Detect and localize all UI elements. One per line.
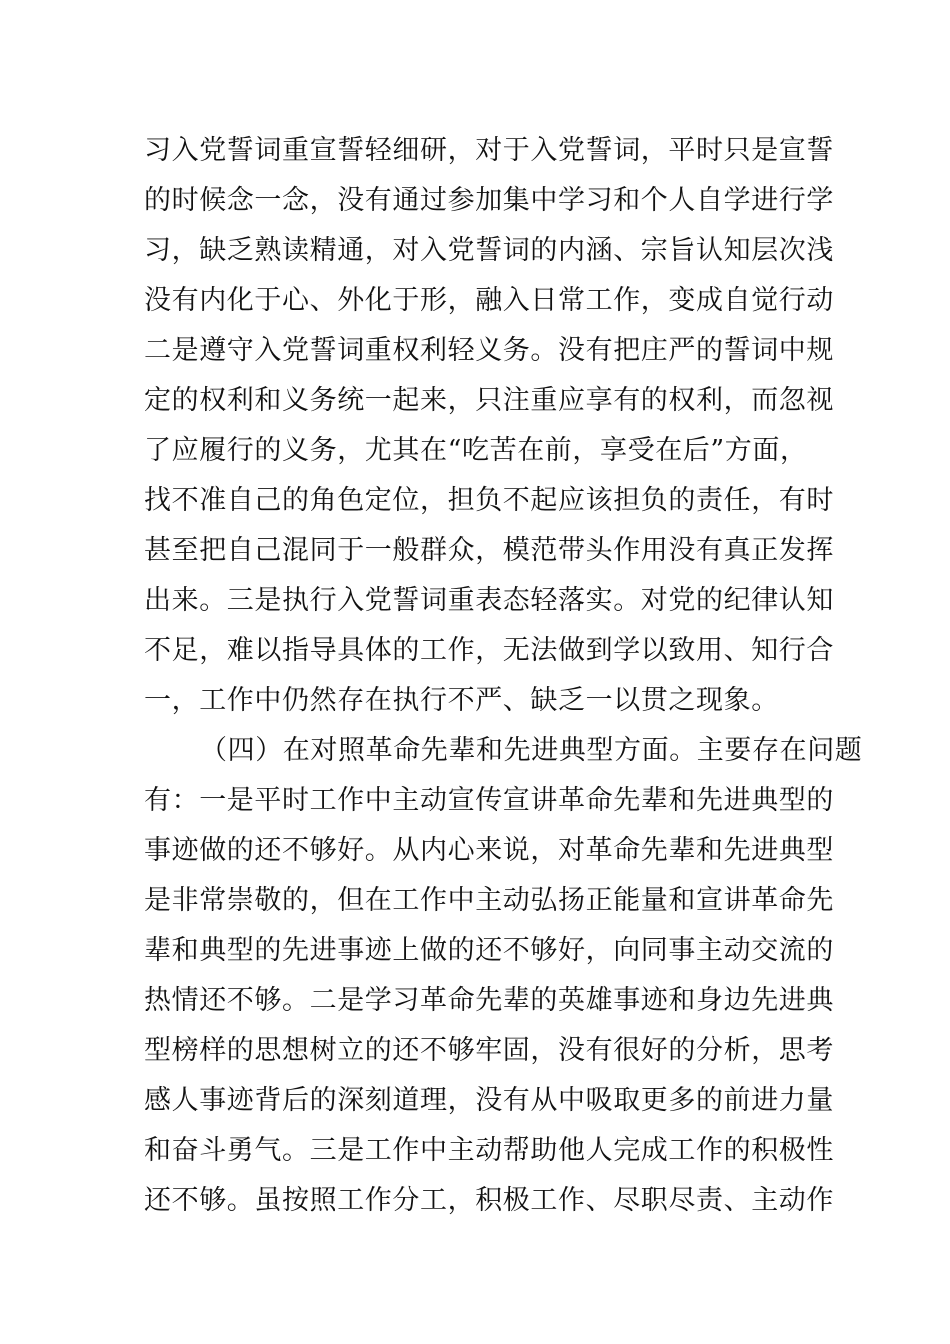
- text-line: 还不够。虽按照工作分工，积极工作、尽职尽责、主动作: [144, 1185, 834, 1216]
- text-line: 是非常崇敬的，但在工作中主动弘扬正能量和宣讲革命先: [144, 885, 834, 916]
- text-line: 热情还不够。二是学习革命先辈的英雄事迹和身边先进典: [144, 985, 834, 1016]
- text-line: 甚至把自己混同于一般群众，模范带头作用没有真正发挥: [144, 535, 834, 566]
- text-line: 二是遵守入党誓词重权利轻义务。没有把庄严的誓词中规: [144, 335, 834, 366]
- text-line: 辈和典型的先进事迹上做的还不够好，向同事主动交流的: [144, 935, 834, 966]
- text-line: 没有内化于心、外化于形，融入日常工作，变成自觉行动: [144, 285, 834, 316]
- section-heading-line: （四）在对照革命先辈和先进典型方面。主要存在问题: [200, 735, 863, 766]
- text-line: 型榜样的思想树立的还不够牢固，没有很好的分析，思考: [144, 1035, 834, 1066]
- text-line: 了应履行的义务，尤其在“吃苦在前，享受在后”方面，: [144, 435, 808, 466]
- body-text: [144, 126, 863, 1226]
- text-line: 出来。三是执行入党誓词重表态轻落实。对党的纪律认知: [144, 585, 834, 616]
- text-line: 习，缺乏熟读精通，对入党誓词的内涵、宗旨认知层次浅: [144, 235, 834, 266]
- text-line: 和奋斗勇气。三是工作中主动帮助他人完成工作的积极性: [144, 1135, 834, 1166]
- text-line: 定的权利和义务统一起来，只注重应享有的权利，而忽视: [144, 385, 834, 416]
- text-line: 的时候念一念，没有通过参加集中学习和个人自学进行学: [144, 185, 834, 216]
- text-line: 有：一是平时工作中主动宣传宣讲革命先辈和先进典型的: [144, 785, 834, 816]
- text-line: 习入党誓词重宣誓轻细研，对于入党誓词，平时只是宣誓: [144, 135, 834, 166]
- text-line: 找不准自己的角色定位，担负不起应该担负的责任，有时: [144, 485, 834, 516]
- text-line: 事迹做的还不够好。从内心来说，对革命先辈和先进典型: [144, 835, 834, 866]
- text-line: 感人事迹背后的深刻道理，没有从中吸取更多的前进力量: [144, 1085, 834, 1116]
- text-line: 一，工作中仍然存在执行不严、缺乏一以贯之现象。: [144, 685, 779, 716]
- text-line: 不足，难以指导具体的工作，无法做到学以致用、知行合: [144, 635, 834, 666]
